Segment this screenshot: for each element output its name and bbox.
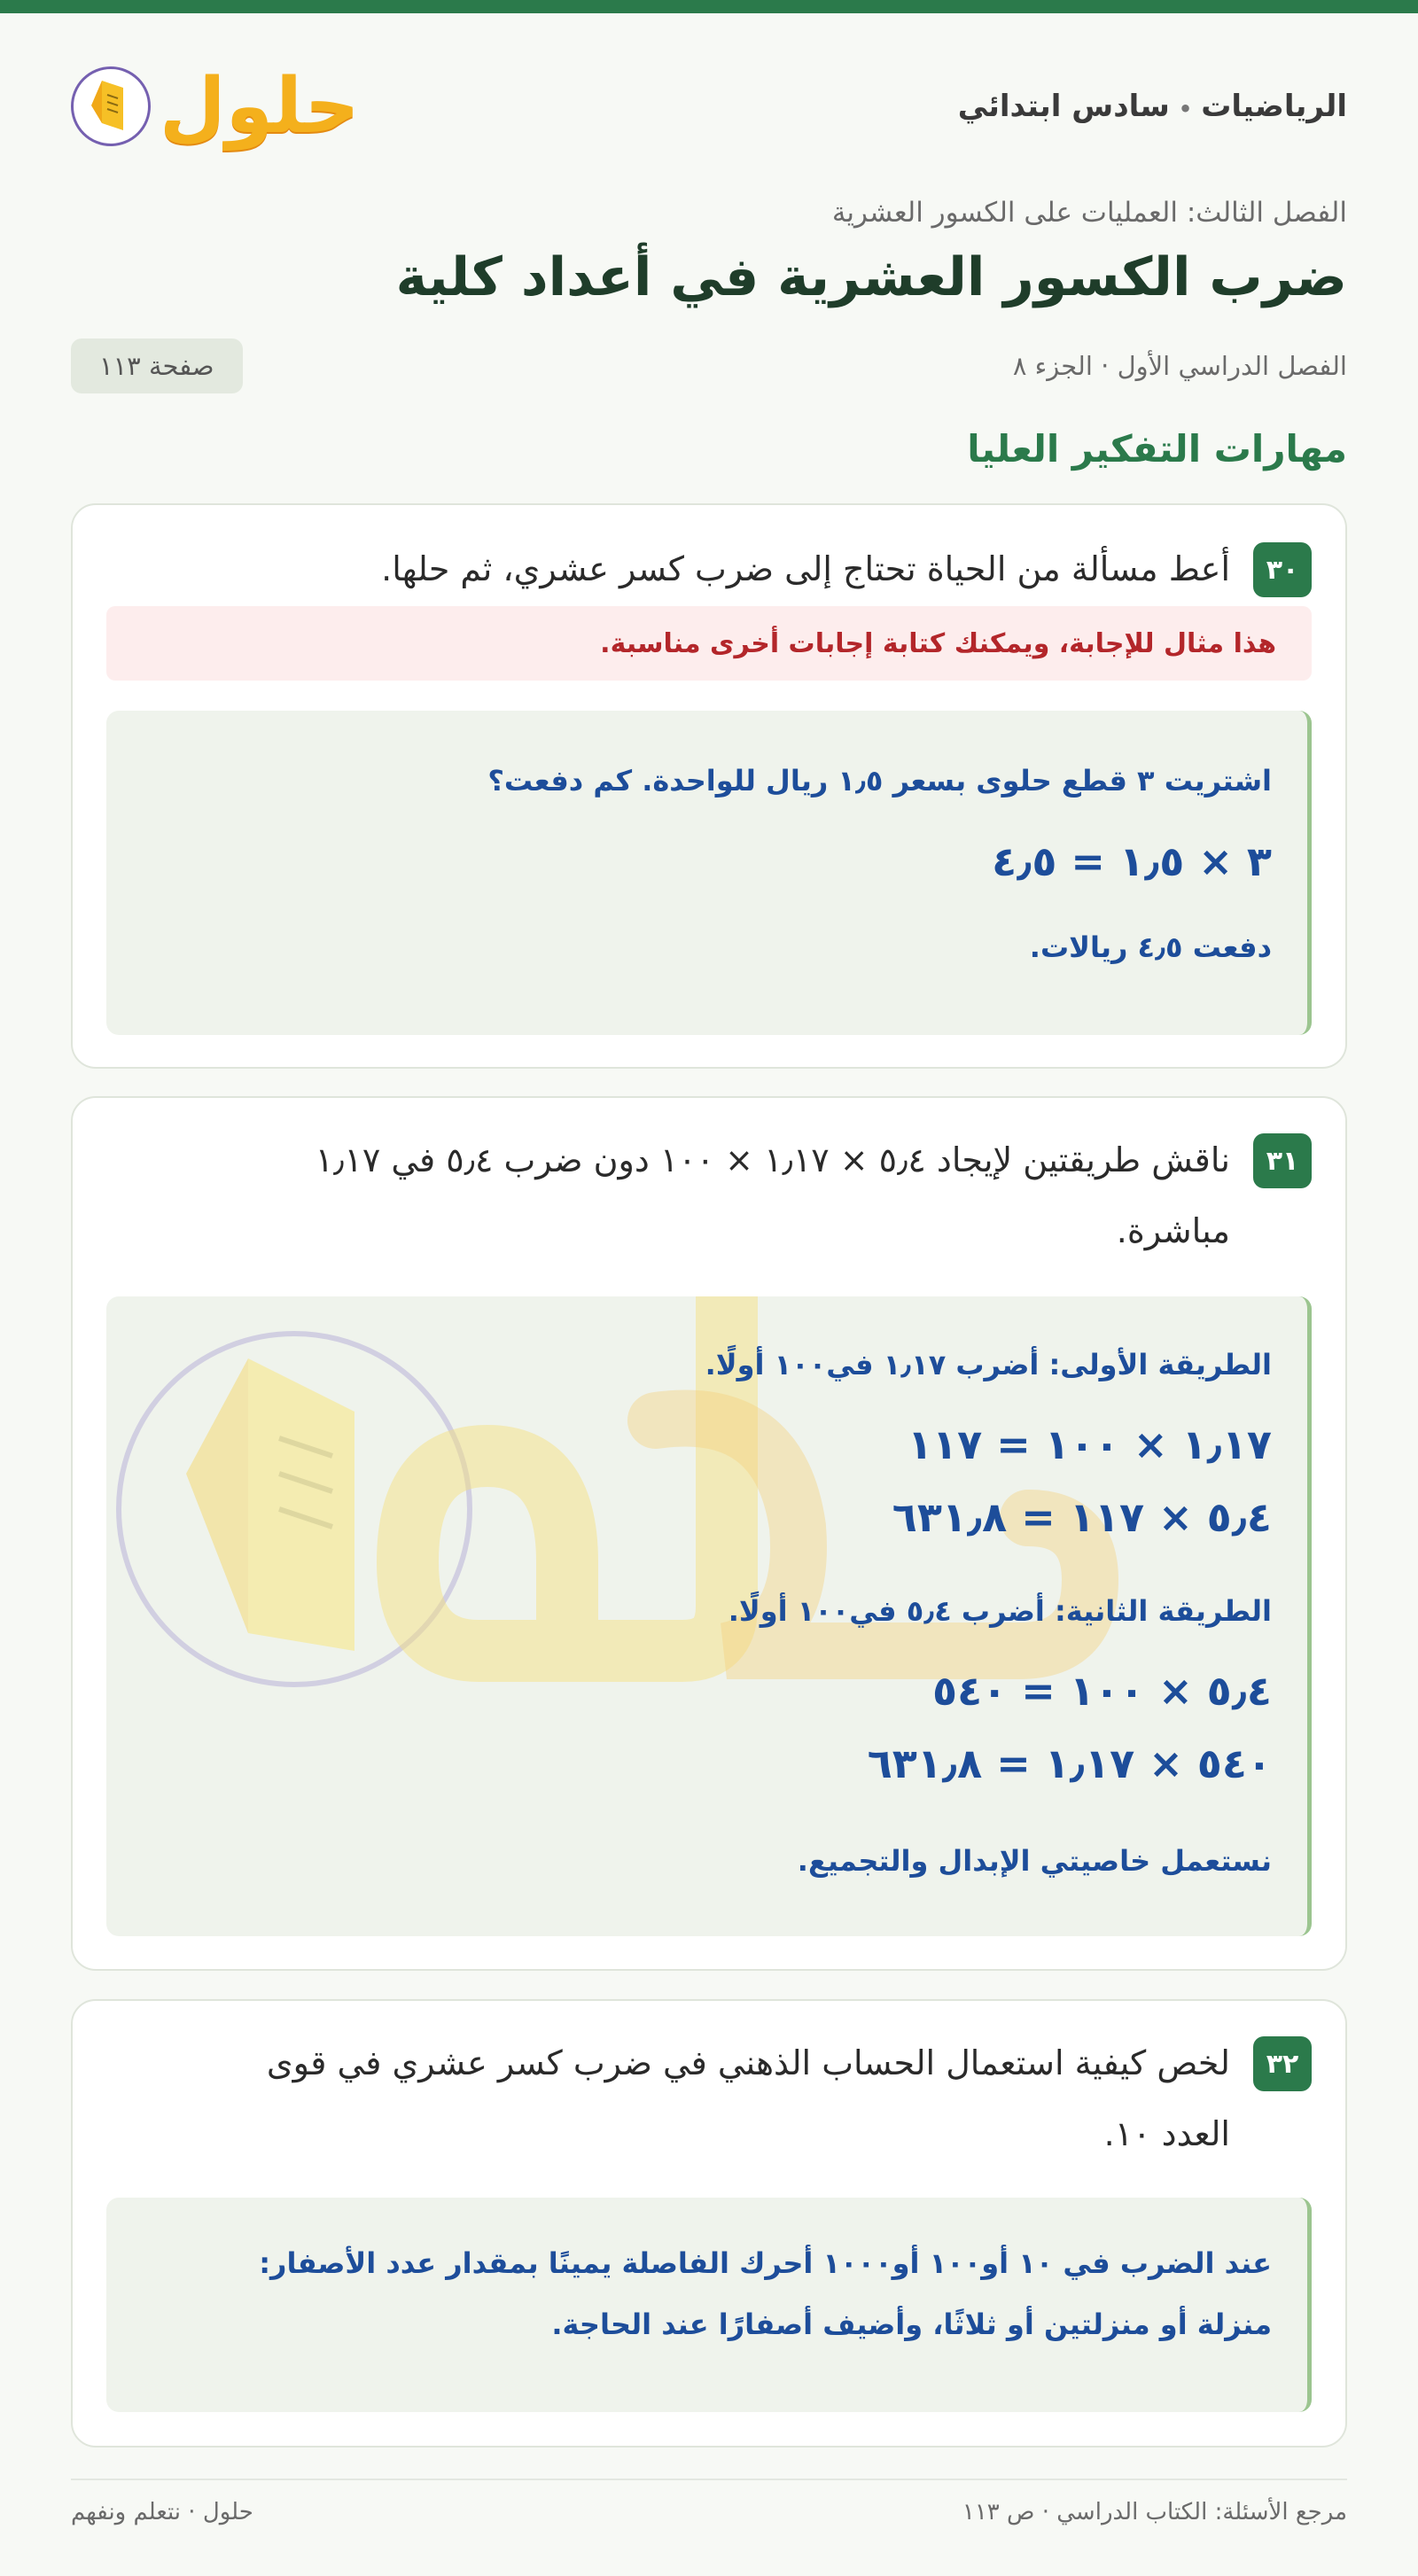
answer-box: [106, 711, 1312, 1035]
page-header: [71, 53, 1347, 160]
chapter-title: الفصل الثالث: العمليات على الكسور العشرية: [831, 197, 1347, 229]
answer-problem: اشتريت ٣ قطع حلوى بسعر ١٫٥ ريال للواحدة. كم دفعت؟: [487, 764, 1272, 798]
question-row: [316, 1133, 1312, 1266]
answer-box: [106, 1296, 1312, 1936]
question-number: ٣٠: [1253, 542, 1312, 597]
method-1-step-1: ١٫١٧ × ١٠٠ = ١١٧: [907, 1420, 1272, 1468]
answer-note: هذا مثال للإجابة، ويمكنك كتابة إجابات أخرى مناسبة.: [106, 606, 1312, 681]
answer-result: دفعت ٤٫٥ ريالات.: [1029, 930, 1272, 964]
question-row: [267, 2036, 1312, 2169]
logo-text: حلول: [160, 62, 360, 151]
question-text: لخص كيفية استعمال الحساب الذهني في ضرب كسر عشري في قوى العدد ١٠.: [266, 2043, 1230, 2153]
section-title: مهارات التفكير العليا: [967, 427, 1347, 471]
hulul-logo[interactable]: [71, 62, 360, 151]
method-2-step-2: ٥٤٠ × ١٫١٧ = ٦٣١٫٨: [867, 1739, 1272, 1787]
answer-conclusion: نستعمل خاصيتي الإبدال والتجميع.: [797, 1844, 1272, 1878]
method-1-label: الطريقة الأولى: أضرب ١٫١٧ في١٠٠ أولًا.: [705, 1348, 1272, 1381]
method-1-step-2: ٥٫٤ × ١١٧ = ٦٣١٫٨: [892, 1493, 1272, 1541]
page-footer: [71, 2499, 1347, 2525]
question-text: ناقش طريقتين لإيجاد ٥٫٤ × ١٫١٧ × ١٠٠ دون ضرب ٥٫٤ في ١٫١٧ مباشرة.: [315, 1140, 1230, 1250]
lesson-meta: [71, 335, 1347, 397]
footer-tagline: حلول · نتعلم ونفهم: [71, 2499, 253, 2525]
question-text: أعط مسألة من الحياة تحتاج إلى ضرب كسر عشري، ثم حلها.: [381, 549, 1230, 588]
answer-equation: ٣ × ١٫٥ = ٤٫٥: [992, 837, 1272, 885]
semester-info: الفصل الدراسي الأول · الجزء ٨: [1012, 351, 1347, 381]
method-2-label: الطريقة الثانية: أضرب ٥٫٤ في١٠٠ أولًا.: [728, 1594, 1272, 1628]
footer-divider: [71, 2479, 1347, 2480]
top-accent-bar: [0, 0, 1418, 13]
question-card-32: [71, 1999, 1347, 2448]
answer-line-2: منزلة أو منزلتين أو ثلاثًا، وأضيف أصفارًا عند الحاجة.: [551, 2308, 1272, 2341]
grade-label: سادس ابتدائي: [957, 89, 1170, 124]
book-icon: [71, 66, 151, 146]
answer-line-1: عند الضرب في ١٠ أو١٠٠ أو١٠٠٠ أحرك الفاصلة يمينًا بمقدار عدد الأصفار:: [259, 2246, 1272, 2280]
page-badge: صفحة ١١٣: [71, 339, 243, 393]
question-card-31: [71, 1096, 1347, 1971]
answer-box: [106, 2198, 1312, 2412]
subject-label: الرياضيات: [1201, 89, 1347, 124]
method-2-step-1: ٥٫٤ × ١٠٠ = ٥٤٠: [932, 1667, 1272, 1715]
footer-reference: مرجع الأسئلة: الكتاب الدراسي · ص ١١٣: [962, 2499, 1347, 2525]
lesson-title: ضرب الكسور العشرية في أعداد كلية: [395, 246, 1347, 308]
subject-grade: الرياضيات•سادس ابتدائي: [957, 89, 1347, 124]
question-row: [381, 542, 1312, 604]
question-number: ٣٢: [1253, 2036, 1312, 2091]
question-number: ٣١: [1253, 1133, 1312, 1188]
question-card-30: [71, 503, 1347, 1069]
